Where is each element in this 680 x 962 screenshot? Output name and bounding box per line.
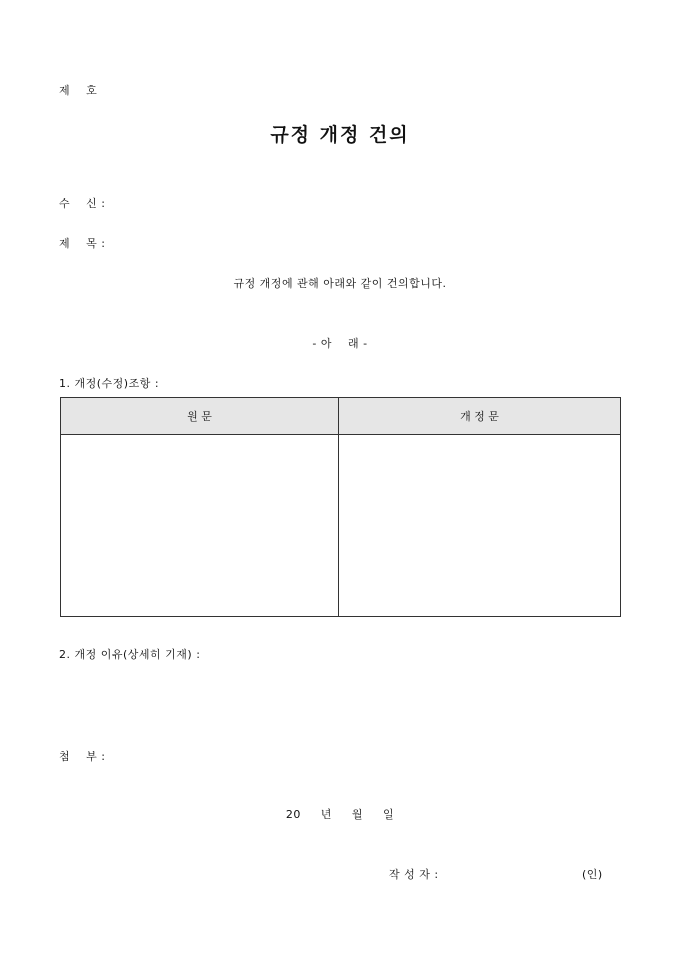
original-text-header: 원 문 xyxy=(61,398,339,435)
revised-text-header: 개 정 문 xyxy=(339,398,621,435)
below-marker: - 아 래 - xyxy=(312,337,368,350)
section2-label: 2. 개정 이유(상세히 기재) : xyxy=(59,648,201,661)
subject-label: 제 목 : xyxy=(59,237,106,250)
intro-text: 규정 개정에 관해 아래와 같이 건의합니다. xyxy=(233,277,447,290)
section1-label: 1. 개정(수정)조항 : xyxy=(59,377,160,390)
document-number-label: 제 호 xyxy=(59,84,98,97)
original-text-cell[interactable] xyxy=(61,435,339,617)
seal-mark: (인) xyxy=(582,868,603,881)
page-title: 규정 개정 건의 xyxy=(270,124,410,146)
amendment-table xyxy=(60,397,621,617)
recipient-label: 수 신 : xyxy=(59,197,106,210)
date-line: 20 년 월 일 xyxy=(285,808,395,821)
table-header-row xyxy=(61,398,621,435)
attachment-label: 첨 부 : xyxy=(59,750,106,763)
revised-text-cell[interactable] xyxy=(339,435,621,617)
author-label: 작 성 자 : xyxy=(389,868,439,881)
table-row xyxy=(61,435,621,617)
